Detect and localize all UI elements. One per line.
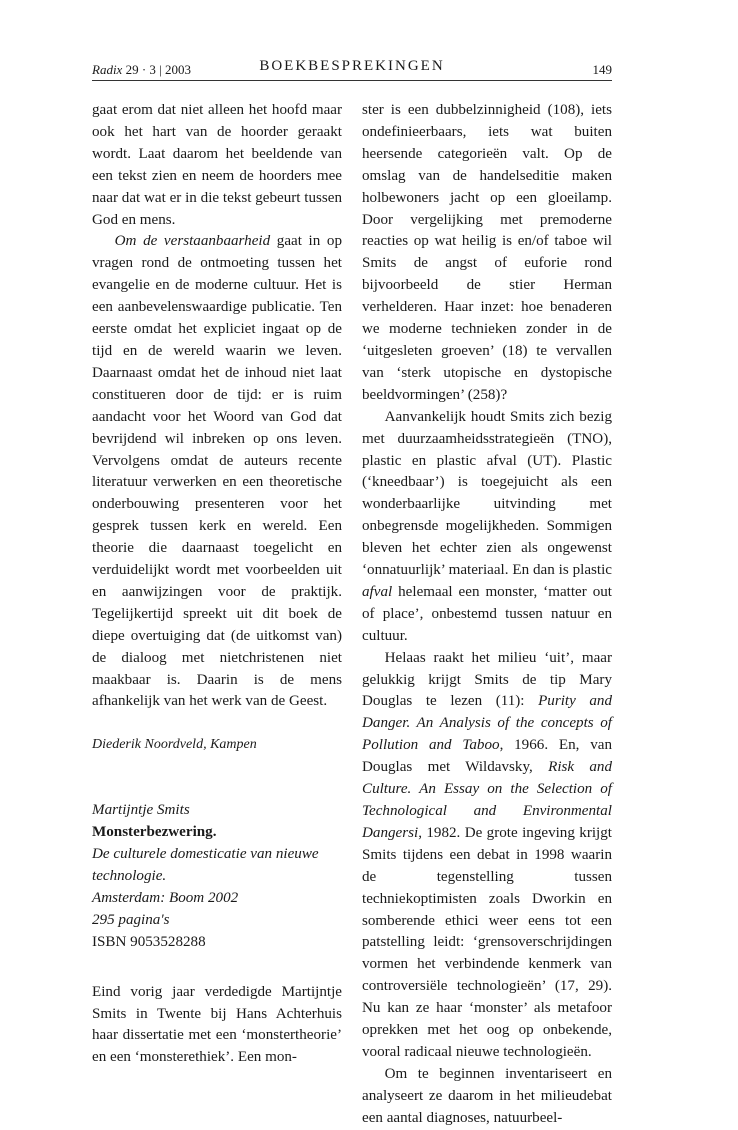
running-header bbox=[92, 58, 612, 81]
paragraph-text: Aanvankelijk houdt Smits zich bezig met duurzaamheidsstrategieën (TNO), plastic en plastic afval (UT). Plastic (‘kneedbaar’) is toegejuicht als een wonderbaarlijke uitvinding met onbegrensde mogelijkheden. Sommigen bleven het echter zien als ongewenst ‘onnatuurlijk’ materiaal. En dan is plastic bbox=[362, 408, 612, 579]
journal-name: Radix bbox=[92, 62, 123, 77]
paragraph-text: , 1966. En, van Douglas met Wildavsky, bbox=[362, 737, 612, 776]
page-number: 149 bbox=[592, 62, 612, 77]
left-column bbox=[92, 100, 342, 1069]
paragraph: ster is een dubbelzinnigheid (108), iets ondefinieerbaars, iets wat buiten heersende categorieën valt. Op de omslag van de handelseditie maken holbewoners jacht op een gloeilamp. Door vergelijking met premoderne reacties op wat heilig is en/of taboe wil Smits de angst of euforie rond bijvoorbeeld de stier Herman verhelderen. Haar inzet: hoe benaderen we moderne technieken zonder in de ‘uitgesleten groeven’ (18) te vervallen van ‘sterk utopische en dystopische beeldvormingen’ (258)? bbox=[362, 102, 612, 403]
paragraph: Om te beginnen inventariseert en analyseert ze daarom in het milieudebat een aantal diagnoses, natuurbeel- bbox=[362, 1065, 612, 1126]
issue-number: 29 · 3 | 2003 bbox=[125, 62, 192, 77]
paragraph-text: gaat in op vragen rond de ontmoeting tussen het evangelie en de moderne cultuur. Het is een aanbevelenswaardige publicatie. Ten eerste omdat het expliciet ingaat op de tijd en de wereld waarin we leven. Daarnaast omdat het de inhoud niet laat constitueren door de tijd: er is ruim aandacht voor het Woord van God dat bevrijdend wil inbreken op ons leven. Vervolgens omdat de auteurs recente literatuur verwerken en een theoretische onderbouwing presenteren voor het gesprek tussen kerk en wereld. Een theorie die daarnaast toegelicht en verduidelijkt wordt met voorbeelden uit en aanwijzingen voor de praktijk. Tegelijkertijd spreekt uit dit boek de diepe overtuiging dat (de uitkomst van) de dialoog met nietchristenen niet maakbaar is. Daarin is de mens afhankelijk van het werk van de Geest. bbox=[92, 233, 342, 710]
book-isbn: ISBN 9053528288 bbox=[92, 933, 206, 950]
book-pages: 295 pagina's bbox=[92, 911, 170, 928]
paragraph: Eind vorig jaar verdedigde Martijntje Smits in Twente bij Hans Achterhuis haar dissertatie met een ‘monstertheorie’ en een ‘monsterethiek’. Een mon- bbox=[92, 983, 342, 1066]
book-author: Martijntje Smits bbox=[92, 802, 190, 819]
cited-title: Risk and Culture. An Essay on the Selection of Technological and Environmental Dangersi bbox=[362, 759, 612, 841]
paragraph bbox=[362, 648, 612, 1064]
paragraph: gaat erom dat niet alleen het hoofd maar ook het hart van de hoorder geraakt wordt. Laat daarom het beeldende van een tekst zien en neem de hoorders mee naar dat wat er in die tekst gebeurt tussen God en mens. bbox=[92, 102, 342, 228]
emphasis: afval bbox=[362, 583, 393, 600]
book-title-ref: Om de verstaanbaarheid bbox=[114, 233, 271, 250]
bibliographic-entry bbox=[92, 800, 342, 953]
paragraph-text: Helaas raakt het milieu ‘uit’, maar gelukkig krijgt Smits de tip Mary Douglas te lezen (11): bbox=[362, 649, 612, 710]
section-title: BOEKBESPREKINGEN bbox=[259, 58, 445, 74]
book-publisher: Amsterdam: Boom 2002 bbox=[92, 889, 239, 906]
book-title: Monsterbezwering. bbox=[92, 824, 217, 841]
paragraph-text: helemaal een monster, ‘matter out of place’, onbestemd tussen natuur en cultuur. bbox=[362, 583, 612, 644]
paragraph-text: , 1982. De grote ingeving krijgt Smits tijdens een debat in 1998 waarin de tegenstelling tussen techniekoptimisten zoals Dworkin en somberende ethici weer eens tot een patstelling leidt: ‘grensoverschrijdingen vormen het verbindende kenmerk van controversiële technologieën’ (17, 29). Nu kan ze haar ‘monster’ als metafoor oprekken met het oog op onbekende, vooral radicaal nieuwe technologieën. bbox=[362, 824, 612, 1060]
paragraph bbox=[92, 231, 342, 713]
reviewer-signature: Diederik Noordveld, Kampen bbox=[92, 737, 257, 753]
paragraph bbox=[362, 407, 612, 648]
right-column bbox=[362, 100, 612, 1130]
cited-title: Purity and Danger. An Analysis of the concepts of Pollution and Taboo bbox=[362, 693, 612, 754]
book-subtitle: De culturele domesticatie van nieuwe technologie. bbox=[92, 846, 319, 884]
